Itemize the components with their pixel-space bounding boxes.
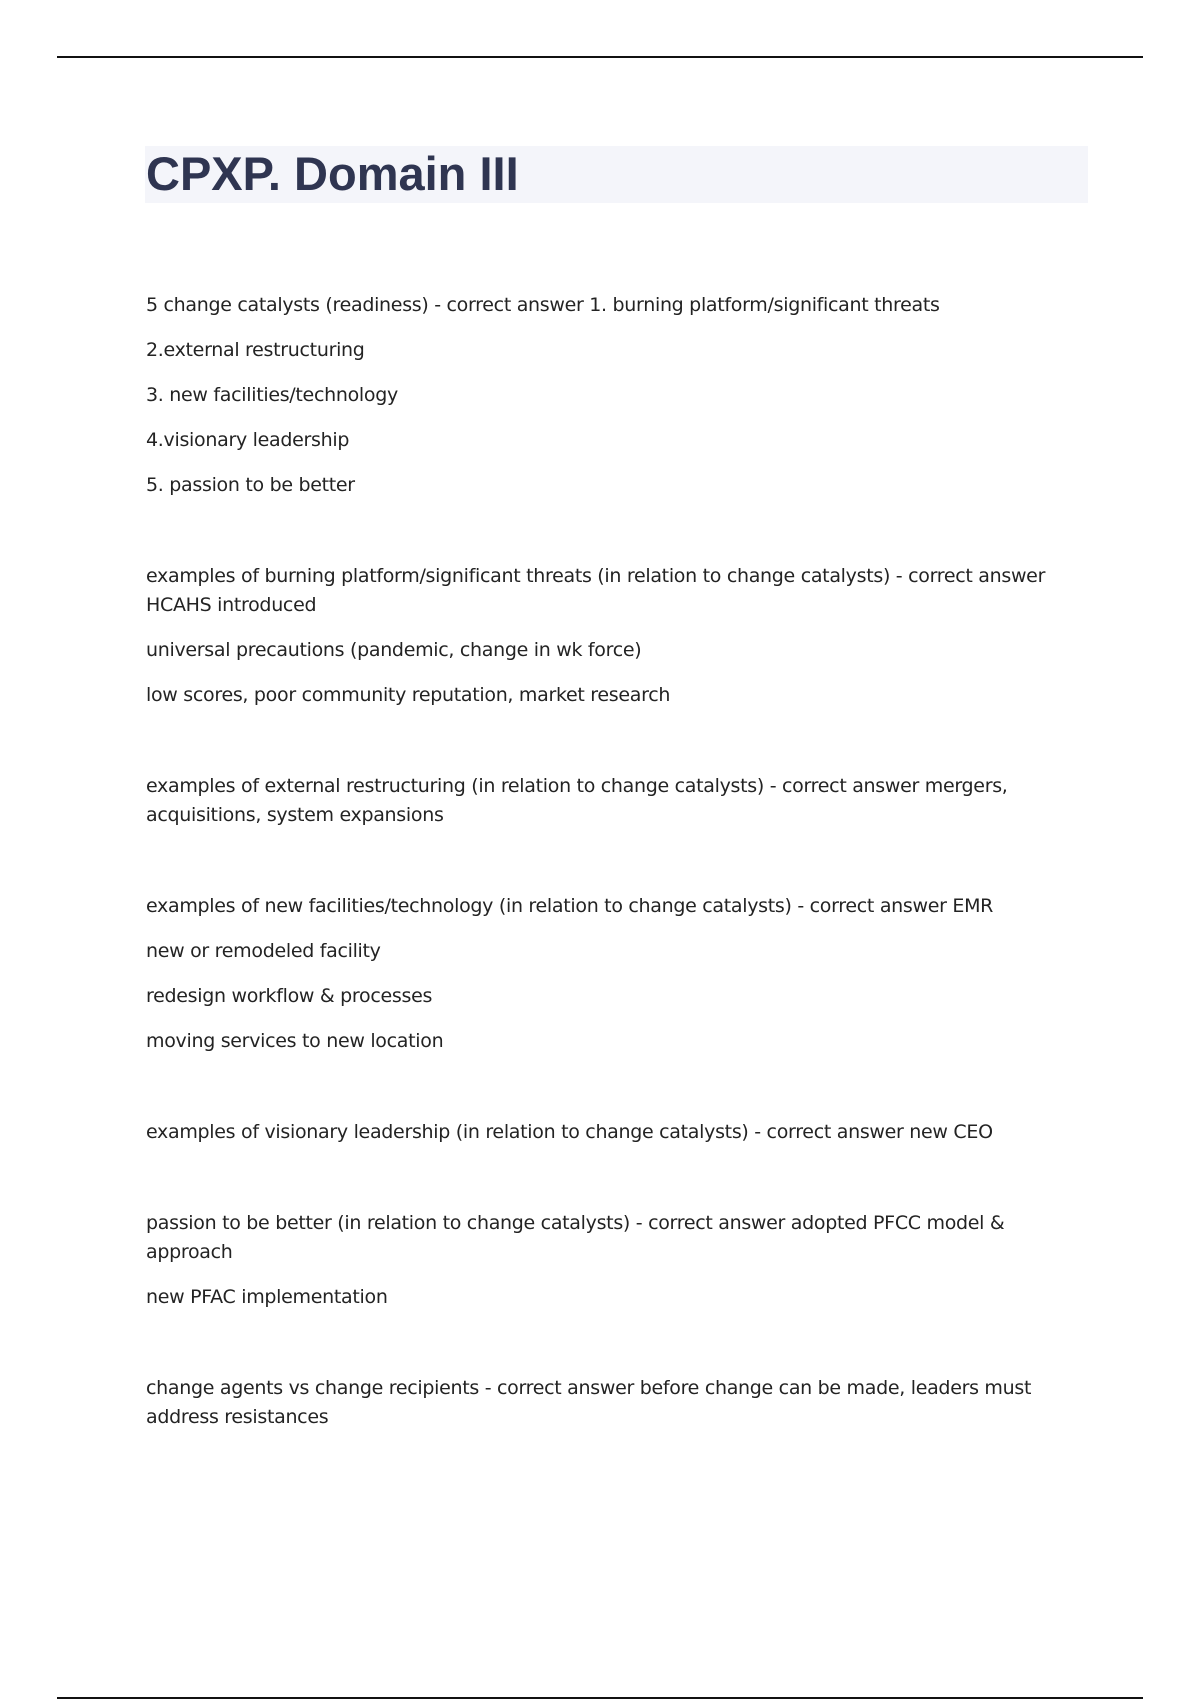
qa-entry — [146, 1374, 1096, 1432]
qa-entry — [146, 1118, 1096, 1147]
entry-line: examples of visionary leadership (in relation to change catalysts) - correct answer new CEO — [146, 1121, 993, 1143]
entry-line: new PFAC implementation — [146, 1286, 388, 1308]
entry-line: redesign workflow & processes — [146, 985, 433, 1007]
entry-line: change agents vs change recipients - correct answer before change can be made, leaders must address resistances — [146, 1377, 1032, 1428]
bottom-rule — [57, 1697, 1143, 1699]
entry-line: examples of new facilities/technology (in relation to change catalysts) - correct answer EMR — [146, 895, 994, 917]
entry-line: examples of external restructuring (in relation to change catalysts) - correct answer mergers, acquisitions, system expansions — [146, 775, 1008, 826]
document-title: CPXP. Domain III — [146, 147, 519, 200]
entry-line: 3. new facilities/technology — [146, 384, 398, 406]
entry-line: low scores, poor community reputation, market research — [146, 684, 671, 706]
entry-line: passion to be better (in relation to change catalysts) - correct answer adopted PFCC model & approach — [146, 1212, 1005, 1263]
entry-line: 5. passion to be better — [146, 474, 355, 496]
entry-line: 2.external restructuring — [146, 339, 365, 361]
qa-entry — [146, 892, 1096, 1056]
top-rule — [57, 56, 1143, 58]
entry-line: examples of burning platform/significant threats (in relation to change catalysts) - correct answer HCAHS introduced — [146, 565, 1046, 616]
document-body — [146, 291, 1096, 1494]
entry-line: universal precautions (pandemic, change in wk force) — [146, 639, 642, 661]
entry-line: moving services to new location — [146, 1030, 444, 1052]
qa-entry — [146, 291, 1096, 500]
qa-entry — [146, 562, 1096, 710]
entry-line: new or remodeled facility — [146, 940, 381, 962]
qa-entry — [146, 1209, 1096, 1312]
qa-entry — [146, 772, 1096, 830]
entry-line: 4.visionary leadership — [146, 429, 350, 451]
entry-line: 5 change catalysts (readiness) - correct answer 1. burning platform/significant threats — [146, 294, 940, 316]
